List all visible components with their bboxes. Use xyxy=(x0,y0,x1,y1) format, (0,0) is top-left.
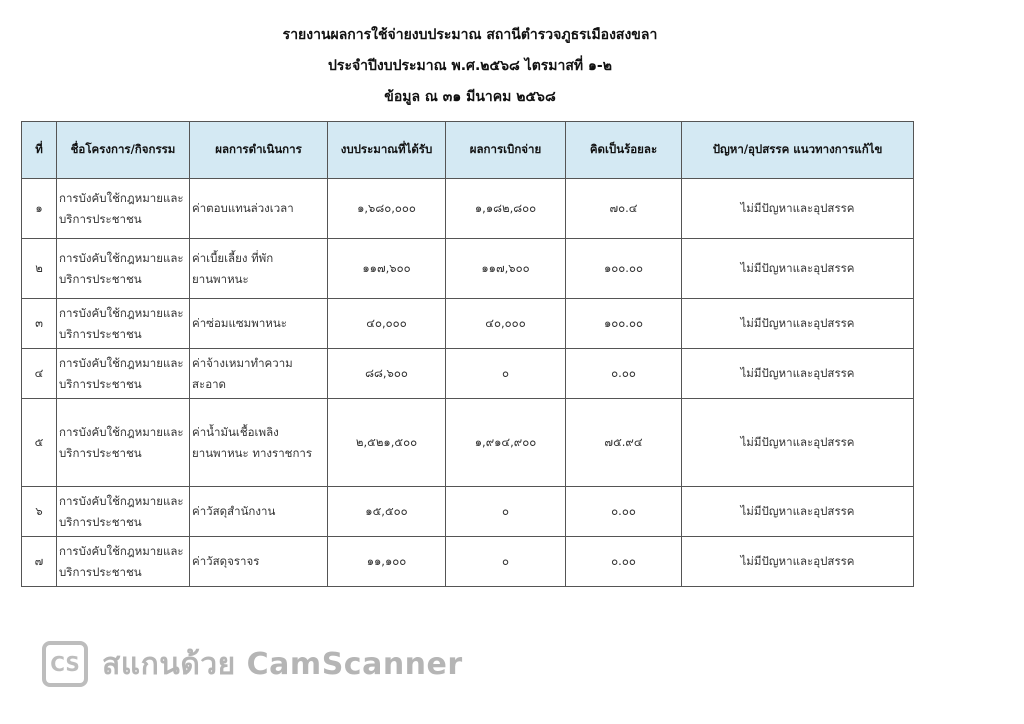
table-row xyxy=(22,399,914,487)
project-line-1: การบังคับใช้กฎหมายและ xyxy=(59,493,184,508)
result-line-1: ค่าวัสดุสำนักงาน xyxy=(192,504,276,518)
project-line-2: บริการประชาชน xyxy=(59,211,142,226)
header-percent: คิดเป็นร้อยละ xyxy=(566,122,682,179)
camscanner-logo-icon: CS xyxy=(42,641,88,687)
result-line-1: ค่าวัสดุจราจร xyxy=(192,554,260,568)
cell-percent: ๐.๐๐ xyxy=(566,487,682,537)
watermark-text: สแกนด้วย CamScanner xyxy=(102,646,463,682)
budget-table xyxy=(21,121,914,587)
cell-issue: ไม่มีปัญหาและอุปสรรค xyxy=(682,239,914,299)
cell-project xyxy=(57,299,190,349)
cell-disbursed: ๔๐,๐๐๐ xyxy=(446,299,566,349)
project-line-1: การบังคับใช้กฎหมายและ xyxy=(59,250,184,265)
table-row xyxy=(22,179,914,239)
cell-disbursed: ๑๑๗,๖๐๐ xyxy=(446,239,566,299)
cell-no: ๖ xyxy=(22,487,57,537)
cell-result xyxy=(190,399,328,487)
report-title-block xyxy=(0,20,940,113)
cell-issue: ไม่มีปัญหาและอุปสรรค xyxy=(682,487,914,537)
header-result: ผลการดำเนินการ xyxy=(190,122,328,179)
report-subtitle: ประจำปีงบประมาณ พ.ศ.๒๕๖๘ ไตรมาสที่ ๑-๒ xyxy=(328,58,612,74)
project-line-1: การบังคับใช้กฎหมายและ xyxy=(59,305,184,320)
cell-budget: ๒,๕๒๑,๕๐๐ xyxy=(328,399,446,487)
cell-issue: ไม่มีปัญหาและอุปสรรค xyxy=(682,537,914,587)
cell-percent: ๗๕.๙๔ xyxy=(566,399,682,487)
table-row xyxy=(22,239,914,299)
cell-project xyxy=(57,239,190,299)
cell-no: ๓ xyxy=(22,299,57,349)
cell-percent: ๑๐๐.๐๐ xyxy=(566,239,682,299)
project-line-2: บริการประชาชน xyxy=(59,376,142,391)
cell-result xyxy=(190,179,328,239)
table-row xyxy=(22,487,914,537)
cell-disbursed: ๐ xyxy=(446,537,566,587)
result-line-1: ค่าซ่อมแซมพาหนะ xyxy=(192,316,287,330)
cell-disbursed: ๑,๙๑๔,๙๐๐ xyxy=(446,399,566,487)
project-line-2: บริการประชาชน xyxy=(59,271,142,286)
cell-budget: ๘๘,๖๐๐ xyxy=(328,349,446,399)
cell-issue: ไม่มีปัญหาและอุปสรรค xyxy=(682,299,914,349)
cell-percent: ๑๐๐.๐๐ xyxy=(566,299,682,349)
header-no: ที่ xyxy=(22,122,57,179)
project-line-2: บริการประชาชน xyxy=(59,514,142,529)
result-line-2: ยานพาหนะ ทางราชการ xyxy=(192,445,313,460)
result-line-1: ค่าน้ำมันเชื้อเพลิง xyxy=(192,424,279,439)
cell-result xyxy=(190,239,328,299)
cell-no: ๗ xyxy=(22,537,57,587)
cell-no: ๒ xyxy=(22,239,57,299)
cell-budget: ๑๑,๑๐๐ xyxy=(328,537,446,587)
cell-project xyxy=(57,399,190,487)
cell-budget: ๑๑๗,๖๐๐ xyxy=(328,239,446,299)
project-line-1: การบังคับใช้กฎหมายและ xyxy=(59,424,184,439)
table-row xyxy=(22,299,914,349)
project-line-1: การบังคับใช้กฎหมายและ xyxy=(59,190,184,205)
cell-disbursed: ๐ xyxy=(446,349,566,399)
report-date: ข้อมูล ณ ๓๑ มีนาคม ๒๕๖๘ xyxy=(384,89,556,105)
header-project: ชื่อโครงการ/กิจกรรม xyxy=(57,122,190,179)
cell-project xyxy=(57,179,190,239)
project-line-2: บริการประชาชน xyxy=(59,445,142,460)
cell-result xyxy=(190,349,328,399)
result-line-1: ค่าเบี้ยเลี้ยง ที่พัก xyxy=(192,250,274,265)
cell-percent: ๗๐.๔ xyxy=(566,179,682,239)
result-line-2: ยานพาหนะ xyxy=(192,271,249,286)
report-title: รายงานผลการใช้จ่ายงบประมาณ สถานีตำรวจภูธรเมืองสงขลา xyxy=(282,27,658,43)
result-line-1: ค่าจ้างเหมาทำความสะอาด xyxy=(192,355,293,391)
cell-issue: ไม่มีปัญหาและอุปสรรค xyxy=(682,349,914,399)
cell-no: ๕ xyxy=(22,399,57,487)
cell-disbursed: ๑,๑๘๒,๘๐๐ xyxy=(446,179,566,239)
table-row xyxy=(22,349,914,399)
cell-project xyxy=(57,537,190,587)
project-line-1: การบังคับใช้กฎหมายและ xyxy=(59,355,184,370)
project-line-2: บริการประชาชน xyxy=(59,564,142,579)
header-budget: งบประมาณที่ได้รับ xyxy=(328,122,446,179)
cell-project xyxy=(57,487,190,537)
cell-issue: ไม่มีปัญหาและอุปสรรค xyxy=(682,179,914,239)
cell-result xyxy=(190,299,328,349)
project-line-1: การบังคับใช้กฎหมายและ xyxy=(59,543,184,558)
cell-budget: ๑,๖๘๐,๐๐๐ xyxy=(328,179,446,239)
cell-percent: ๐.๐๐ xyxy=(566,349,682,399)
cell-no: ๑ xyxy=(22,179,57,239)
project-line-2: บริการประชาชน xyxy=(59,326,142,341)
cell-result xyxy=(190,537,328,587)
table-row xyxy=(22,537,914,587)
cell-result xyxy=(190,487,328,537)
cell-no: ๔ xyxy=(22,349,57,399)
result-line-1: ค่าตอบแทนล่วงเวลา xyxy=(192,201,294,215)
camscanner-watermark xyxy=(42,638,463,690)
cell-disbursed: ๐ xyxy=(446,487,566,537)
header-disbursed: ผลการเบิกจ่าย xyxy=(446,122,566,179)
cell-project xyxy=(57,349,190,399)
header-issue: ปัญหา/อุปสรรค แนวทางการแก้ไข xyxy=(682,122,914,179)
cell-budget: ๑๕,๕๐๐ xyxy=(328,487,446,537)
cell-issue: ไม่มีปัญหาและอุปสรรค xyxy=(682,399,914,487)
table-header-row xyxy=(22,122,914,179)
cell-percent: ๐.๐๐ xyxy=(566,537,682,587)
cell-budget: ๔๐,๐๐๐ xyxy=(328,299,446,349)
